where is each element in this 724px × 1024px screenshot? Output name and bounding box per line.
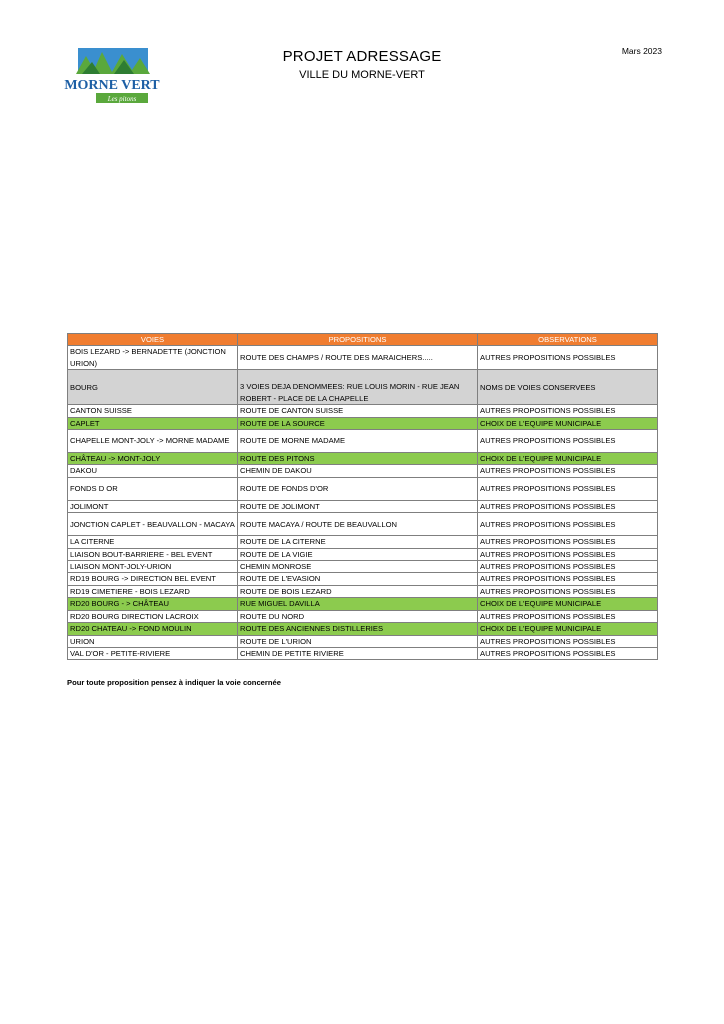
- cell-voie: CHÂTEAU -> MONT-JOLY: [68, 453, 238, 465]
- cell-voie: RD20 CHATEAU -> FOND MOULIN: [68, 623, 238, 635]
- cell-proposition: ROUTE DE LA VIGIE: [238, 548, 478, 560]
- cell-proposition: CHEMIN DE DAKOU: [238, 465, 478, 477]
- column-header-propositions: PROPOSITIONS: [238, 334, 478, 346]
- table-row: [68, 430, 658, 453]
- table-row: [68, 346, 658, 370]
- table-header-row: [68, 334, 658, 346]
- cell-observation: CHOIX DE L'EQUIPE MUNICIPALE: [478, 453, 658, 465]
- cell-observation: CHOIX DE L'EQUIPE MUNICIPALE: [478, 598, 658, 610]
- table-row: [68, 500, 658, 512]
- cell-proposition: CHEMIN MONROSE: [238, 561, 478, 573]
- table-row: [68, 561, 658, 573]
- cell-proposition: ROUTE DE BOIS LEZARD: [238, 585, 478, 597]
- cell-observation: AUTRES PROPOSITIONS POSSIBLES: [478, 477, 658, 500]
- cell-voie: CANTON SUISSE: [68, 405, 238, 417]
- cell-observation: AUTRES PROPOSITIONS POSSIBLES: [478, 346, 658, 370]
- cell-proposition: ROUTE MACAYA / ROUTE DE BEAUVALLON: [238, 513, 478, 536]
- cell-proposition: ROUTE DES ANCIENNES DISTILLERIES: [238, 623, 478, 635]
- cell-proposition: ROUTE DES CHAMPS / ROUTE DES MARAICHERS.....: [238, 346, 478, 370]
- cell-proposition: ROUTE DE L'URION: [238, 635, 478, 647]
- table-row: [68, 417, 658, 429]
- logo-tagline: Les pitons: [107, 95, 137, 103]
- cell-proposition: ROUTE DE LA SOURCE: [238, 417, 478, 429]
- cell-proposition: ROUTE DE MORNE MADAME: [238, 430, 478, 453]
- cell-voie: FONDS D OR: [68, 477, 238, 500]
- cell-voie: RD19 CIMETIERE - BOIS LEZARD: [68, 585, 238, 597]
- table-row: [68, 548, 658, 560]
- column-header-observations: OBSERVATIONS: [478, 334, 658, 346]
- cell-proposition: 3 VOIES DEJA DENOMMEES: RUE LOUIS MORIN - RUE JEAN ROBERT - PLACE DE LA CHAPELLE: [238, 370, 478, 405]
- table-row: [68, 635, 658, 647]
- cell-proposition: ROUTE DE LA CITERNE: [238, 536, 478, 548]
- cell-observation: AUTRES PROPOSITIONS POSSIBLES: [478, 430, 658, 453]
- cell-proposition: ROUTE DES PITONS: [238, 453, 478, 465]
- table-row: [68, 536, 658, 548]
- table-row: [68, 405, 658, 417]
- page-subtitle: VILLE DU MORNE-VERT: [299, 69, 425, 81]
- table-row: [68, 370, 658, 405]
- cell-observation: AUTRES PROPOSITIONS POSSIBLES: [478, 647, 658, 659]
- table-row: [68, 573, 658, 585]
- cell-observation: AUTRES PROPOSITIONS POSSIBLES: [478, 536, 658, 548]
- cell-voie: CHAPELLE MONT-JOLY -> MORNE MADAME: [68, 430, 238, 453]
- table-row: [68, 598, 658, 610]
- cell-observation: CHOIX DE L'EQUIPE MUNICIPALE: [478, 623, 658, 635]
- table-row: [68, 623, 658, 635]
- cell-voie: JONCTION CAPLET - BEAUVALLON - MACAYA: [68, 513, 238, 536]
- cell-voie: CAPLET: [68, 417, 238, 429]
- cell-observation: AUTRES PROPOSITIONS POSSIBLES: [478, 573, 658, 585]
- cell-observation: CHOIX DE L'EQUIPE MUNICIPALE: [478, 417, 658, 429]
- table-row: [68, 513, 658, 536]
- cell-voie: RD20 BOURG - > CHÂTEAU: [68, 598, 238, 610]
- page-title: PROJET ADRESSAGE: [282, 48, 442, 65]
- cell-voie: RD20 BOURG DIRECTION LACROIX: [68, 610, 238, 622]
- cell-voie: LIAISON MONT-JOLY-URION: [68, 561, 238, 573]
- cell-voie: LIAISON BOUT-BARRIERE - BEL EVENT: [68, 548, 238, 560]
- cell-observation: AUTRES PROPOSITIONS POSSIBLES: [478, 405, 658, 417]
- cell-voie: DAKOU: [68, 465, 238, 477]
- table-row: [68, 647, 658, 659]
- logo-text: MORNE VERT: [64, 78, 160, 93]
- cell-proposition: ROUTE DE JOLIMONT: [238, 500, 478, 512]
- table-body: [68, 346, 658, 660]
- cell-proposition: ROUTE DU NORD: [238, 610, 478, 622]
- cell-observation: AUTRES PROPOSITIONS POSSIBLES: [478, 585, 658, 597]
- cell-proposition: ROUTE DE FONDS D'OR: [238, 477, 478, 500]
- column-header-voies: VOIES: [68, 334, 238, 346]
- cell-proposition: ROUTE DE L'EVASION: [238, 573, 478, 585]
- voies-table: [67, 333, 658, 660]
- cell-observation: AUTRES PROPOSITIONS POSSIBLES: [478, 610, 658, 622]
- table-row: [68, 453, 658, 465]
- cell-voie: JOLIMONT: [68, 500, 238, 512]
- document-date: Mars 2023: [621, 46, 662, 56]
- cell-voie: LA CITERNE: [68, 536, 238, 548]
- footer-note: Pour toute proposition pensez à indiquer la voie concernée: [67, 678, 281, 687]
- cell-proposition: CHEMIN DE PETITE RIVIERE: [238, 647, 478, 659]
- cell-proposition: ROUTE DE CANTON SUISSE: [238, 405, 478, 417]
- cell-voie: BOURG: [68, 370, 238, 405]
- cell-voie: URION: [68, 635, 238, 647]
- table-row: [68, 465, 658, 477]
- cell-voie: VAL D'OR - PETITE-RIVIERE: [68, 647, 238, 659]
- cell-observation: AUTRES PROPOSITIONS POSSIBLES: [478, 465, 658, 477]
- cell-observation: AUTRES PROPOSITIONS POSSIBLES: [478, 500, 658, 512]
- cell-observation: AUTRES PROPOSITIONS POSSIBLES: [478, 635, 658, 647]
- cell-voie: RD19 BOURG -> DIRECTION BEL EVENT: [68, 573, 238, 585]
- table-row: [68, 477, 658, 500]
- table-row: [68, 610, 658, 622]
- cell-observation: AUTRES PROPOSITIONS POSSIBLES: [478, 561, 658, 573]
- table-row: [68, 585, 658, 597]
- cell-proposition: RUE MIGUEL DAVILLA: [238, 598, 478, 610]
- cell-voie: BOIS LEZARD -> BERNADETTE (JONCTION URION): [68, 346, 238, 370]
- cell-observation: AUTRES PROPOSITIONS POSSIBLES: [478, 548, 658, 560]
- cell-observation: NOMS DE VOIES CONSERVEES: [478, 370, 658, 405]
- cell-observation: AUTRES PROPOSITIONS POSSIBLES: [478, 513, 658, 536]
